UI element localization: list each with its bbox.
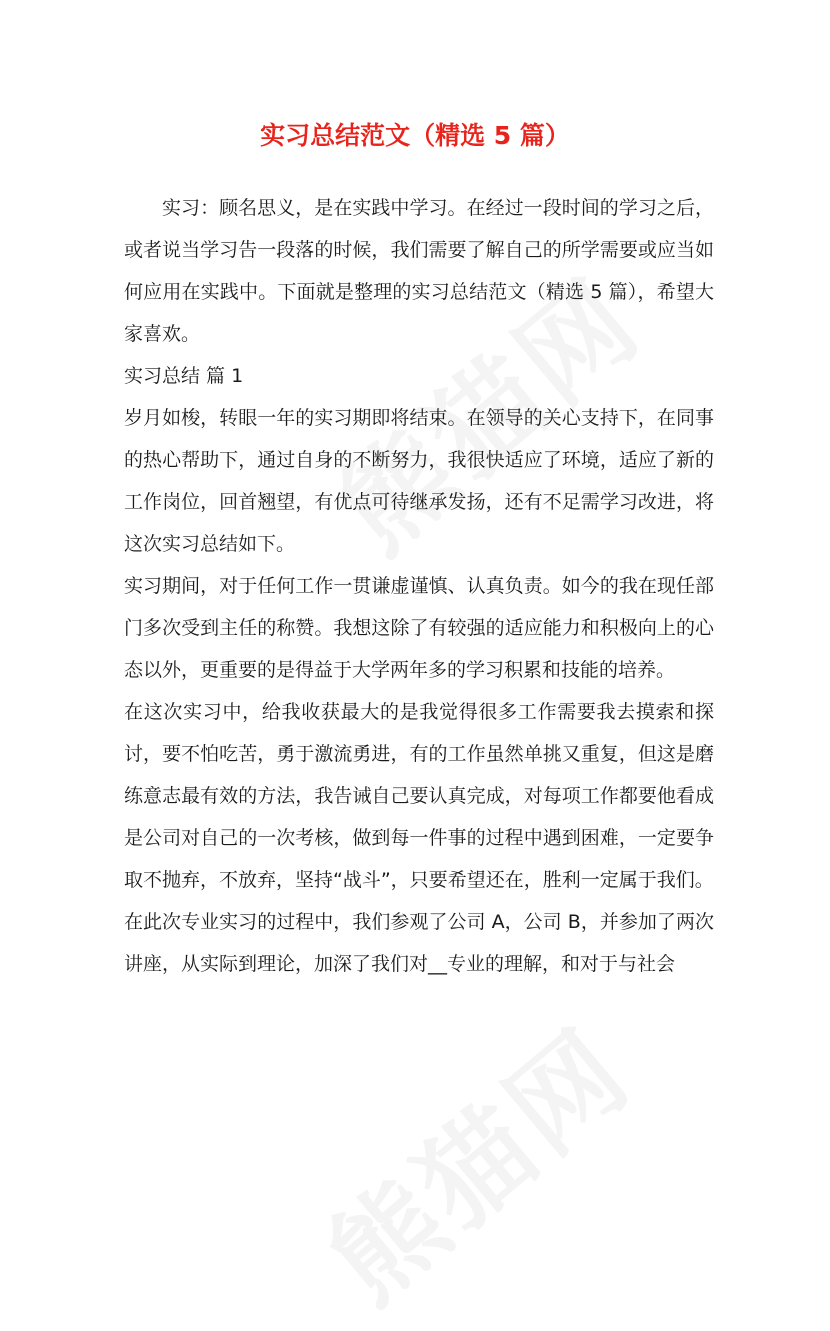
body-paragraph: 在这次实习中，给我收获最大的是我觉得很多工作需要我去摸索和探讨，要不怕吃苦，勇于激流勇进，有的工作虽然单挑又重复，但这是磨练意志最有效的方法，我告诫自己要认真完成，对每项工作都要他看成是公司对自己的一次考核，做到每一件事的过程中遇到困难，一定要争取不抛弃，不放弃，坚持“战斗”，只要希望还在，胜利一定属于我们。 bbox=[124, 701, 714, 891]
watermark bbox=[290, 987, 658, 1331]
intro-paragraph: 实习：顾名思义，是在实践中学习。在经过一段时间的学习之后，或者说当学习告一段落的时候，我们需要了解自己的所学需要或应当如何应用在实践中。下面就是整理的实习总结范文（精选 5 篇），希望大家喜欢。 bbox=[124, 197, 714, 345]
body-paragraph: 在此次专业实习的过程中，我们参观了公司 A，公司 B，并参加了两次讲座，从实际到理论，加深了我们对__专业的理解，和对于与社会 bbox=[124, 911, 714, 975]
document-title: 实习总结范文（精选 5 篇） bbox=[260, 121, 570, 150]
body-paragraph: 岁月如梭，转眼一年的实习期即将结束。在领导的关心支持下，在同事的热心帮助下，通过自身的不断努力，我很快适应了环境，适应了新的工作岗位，回首翘望，有优点可待继承发扬，还有不足需学习改进，将这次实习总结如下。 bbox=[124, 407, 714, 555]
section-heading: 实习总结 篇 1 bbox=[124, 365, 244, 387]
body-paragraph: 实习期间，对于任何工作一贯谦虚谨慎、认真负责。如今的我在现任部门多次受到主任的称赞。我想这除了有较强的适应能力和积极向上的心态以外，更重要的是得益于大学两年多的学习积累和技能的培养。 bbox=[124, 575, 714, 681]
document-body bbox=[124, 187, 714, 985]
